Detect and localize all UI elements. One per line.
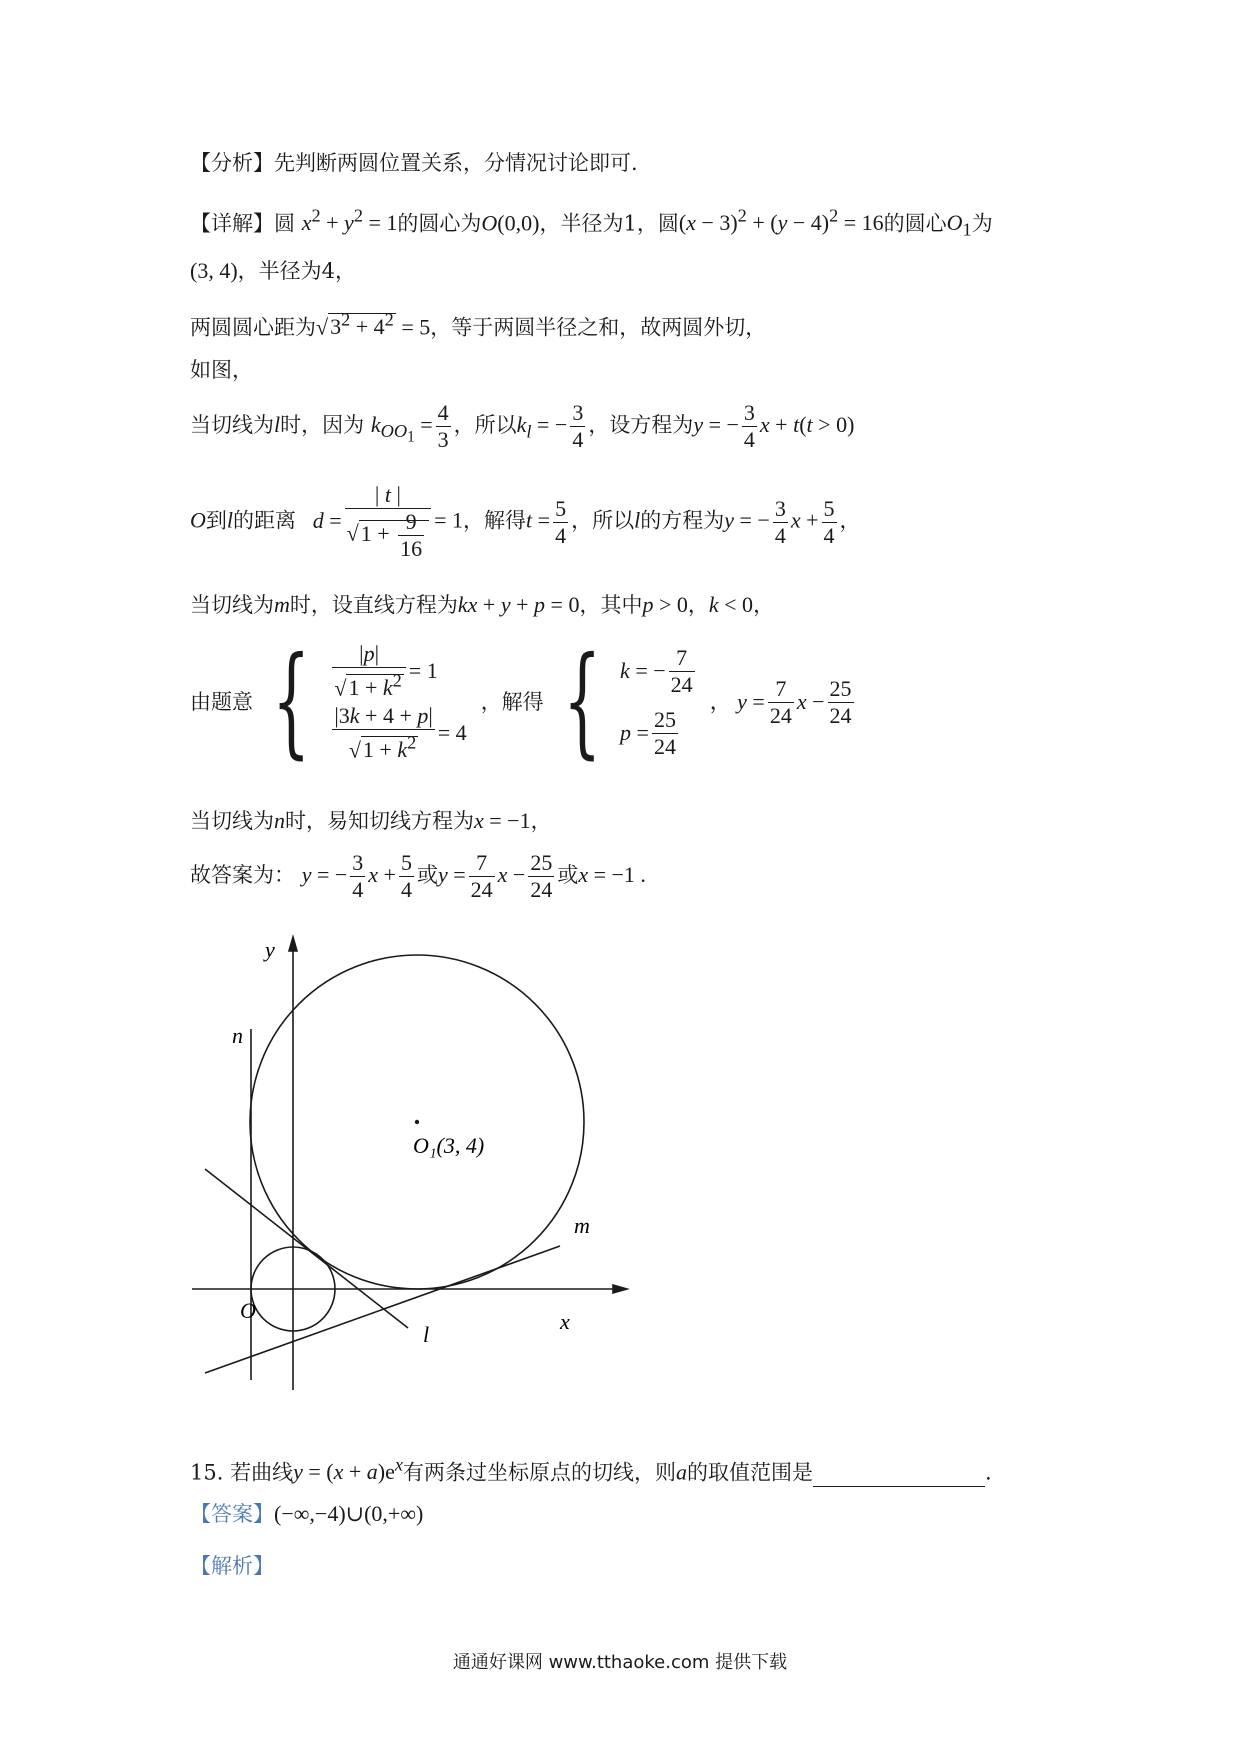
detail-line-10: 故答案为： y = − $\frac{3}{4}$ x + $\frac{5}{4}$ 或y = $\frac{7}{24}$ x − $\frac{25}{24}$ 或x = −1 . — [190, 850, 646, 902]
text: 或 — [557, 863, 579, 887]
detail-line-1: 【详解】圆 $x^2 + y^2 = 1$的圆心为O(0,0)，半径为1，圆$(x - 3)^2 + (y - 4)^2 = 16$的圆心$O_1$为 — [190, 206, 993, 240]
center-label: O₁(3, 4) — [413, 1133, 485, 1158]
answer-tag: 【答案】 — [190, 1502, 274, 1526]
detail-line-9: 当切线为n时，易知切线方程为x = −1， — [190, 808, 552, 833]
solution-tag: 【解析】 — [190, 1554, 274, 1578]
detail-line-6: O到l的距离 d = | t | √1 + $\frac{9}{16}$ = 1，解得t = $\frac{5}{4}$ ，所以l的方程为y = − $\frac{3}{4}$ x + $\frac{5}{4}$ ， — [190, 482, 861, 561]
question-number: 15. — [190, 1460, 224, 1485]
text: 或 — [416, 863, 438, 887]
origin-label: O — [240, 1298, 256, 1323]
text: 当切线为 — [190, 809, 274, 833]
question-15: 15. 若曲线$y = (x + a)e^x$有两条过坐标原点的切线，则a的取值范围是 . — [190, 1450, 992, 1487]
analysis-text: 先判断两圆位置关系，分情况讨论即可. — [274, 151, 638, 175]
detail-line-5: 当切线为l时，因为 $k_{OO_1}$ = $\frac{4}{3}$ ，所以$k_l$ = − $\frac{3}{4}$ ，设方程为y = − $\frac{3}{4}$ x + t(t > 0) — [190, 400, 855, 452]
y-axis-label: y — [265, 937, 275, 962]
text: ，半径为1，圆 — [539, 211, 679, 236]
analysis-tag: 【分析】 — [190, 151, 274, 175]
detail-line-7: 当切线为m时，设直线方程为kx + y + p = 0，其中p > 0，k < 0， — [190, 592, 775, 617]
text: ，设方程为 — [588, 413, 694, 437]
text: 故答案为： — [190, 863, 295, 887]
solution-line — [190, 1551, 274, 1581]
text: ，半径为4， — [237, 259, 357, 283]
text: 时，设直线方程为 — [289, 593, 458, 617]
line-n-label: n — [232, 1023, 243, 1048]
text: ，其中 — [579, 593, 643, 617]
center-dot — [415, 1120, 419, 1124]
text: 为 — [971, 211, 993, 236]
text: 有两条过坐标原点的切线，则 — [403, 1460, 677, 1485]
text: 时，易知切线方程为 — [285, 809, 474, 833]
detail-line-4 — [190, 355, 253, 385]
x-axis-arrow — [613, 1285, 627, 1293]
line-l-label: l — [423, 1322, 430, 1347]
detail-line-2: (3, 4)，半径为4， — [190, 258, 357, 283]
text: ，等于两圆半径之和，故两圆外切， — [430, 315, 767, 340]
footer: 通通好课网 www.tthaoke.com 提供下载 — [452, 1652, 788, 1673]
tangent-figure — [180, 925, 640, 1400]
analysis-line — [190, 148, 638, 178]
detail-tag: 【详解】 — [190, 211, 274, 236]
text: 时，因为 — [280, 413, 365, 437]
text: 的距离 — [233, 508, 297, 533]
detail-line-3: 两圆圆心距为$√3^2 + 4^2 = 5$，等于两圆半径之和，故两圆外切， — [190, 310, 767, 340]
text: ，所以 — [453, 413, 517, 437]
text: ，解得 — [480, 690, 544, 714]
detail-line-8: 由题意 { $\frac{|p|}{√1 + k^2}$ = 1 $\frac{|3k + 4 + p|}{√1 + k^2}$ = 4 ，解得 { k = − $\frac{7}{24}$ p = $\frac{25}{24}$ ， y = $\frac{7}{24}$ x − $\frac{25}{24}$ — [190, 632, 852, 771]
tangent-line-l — [205, 1169, 408, 1328]
text: 如图， — [190, 358, 253, 382]
line-m-label: m — [574, 1213, 590, 1238]
text: 的圆心 — [883, 211, 947, 236]
text: 的取值范围是 — [687, 1460, 814, 1485]
answer-blank — [813, 1466, 985, 1487]
y-axis-arrow — [289, 937, 297, 951]
text: 当切线为 — [190, 413, 274, 437]
answer-line — [190, 1499, 423, 1529]
text: 当切线为 — [190, 593, 274, 617]
text: ，所以 — [571, 508, 635, 533]
text: 由题意 — [190, 690, 253, 714]
text: 两圆圆心距为 — [190, 315, 316, 340]
text: 圆 — [274, 211, 295, 236]
text: ，解得 — [463, 508, 527, 533]
answer-value: (−∞,−4)∪(0,+∞) — [274, 1501, 424, 1526]
x-axis-label: x — [560, 1309, 570, 1334]
text: 到 — [205, 508, 227, 533]
text: 若曲线 — [230, 1460, 294, 1485]
text: 的方程为 — [640, 508, 725, 533]
text: 的圆心为 — [397, 211, 482, 236]
